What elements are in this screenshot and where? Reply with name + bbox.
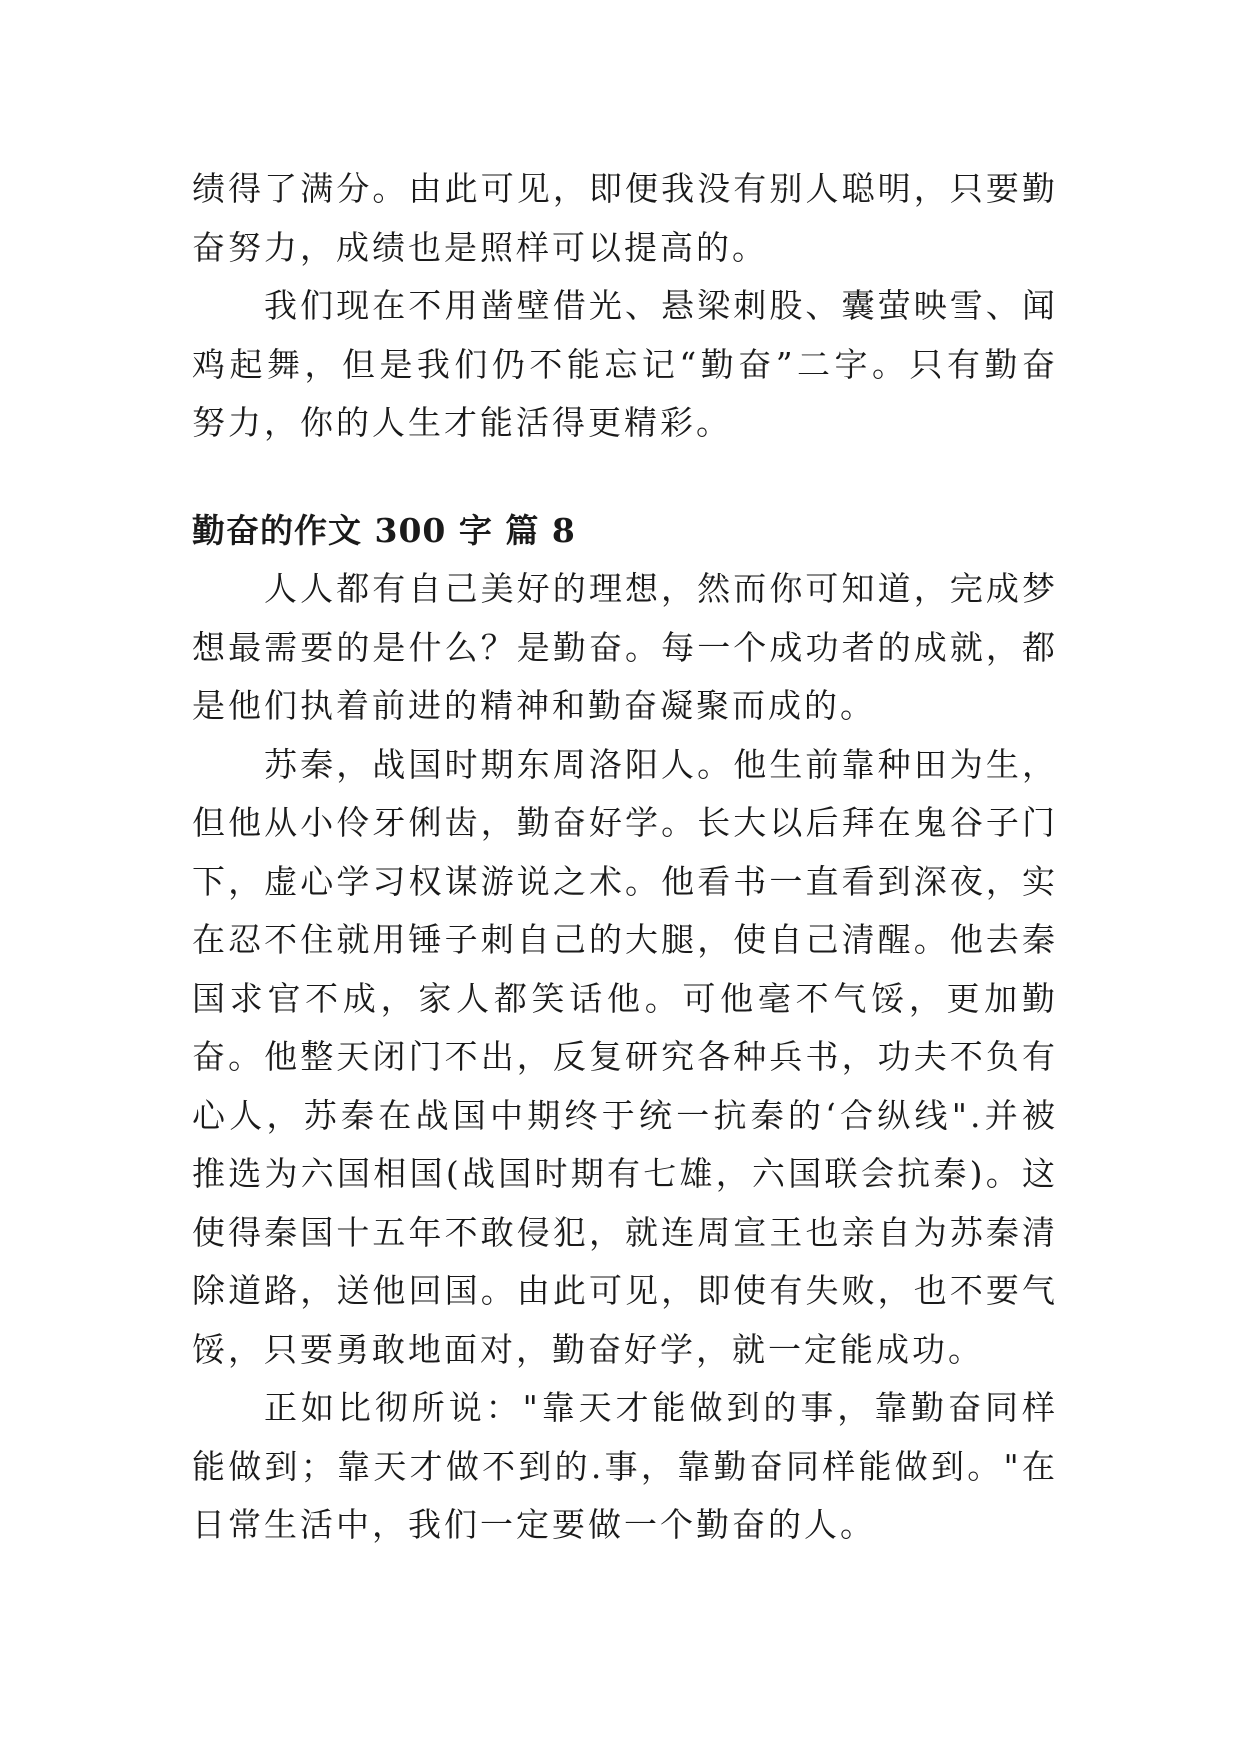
paragraph-closing: 正如比彻所说："靠天才能做到的事，靠勤奋同样能做到；靠天才做不到的.事，靠勤奋同样能做到。"在日常生活中，我们一定要做一个勤奋的人。 [192, 1388, 1058, 1544]
paragraph-conclusion: 我们现在不用凿壁借光、悬梁刺股、囊萤映雪、闻鸡起舞，但是我们仍不能忘记“勤奋”二字。只有勤奋努力，你的人生才能活得更精彩。 [192, 286, 1058, 442]
paragraph-intro: 人人都有自己美好的理想，然而你可知道，完成梦想最需要的是什么？是勤奋。每一个成功者的成就，都是他们执着前进的精神和勤奋凝聚而成的。 [192, 569, 1058, 725]
section-heading: 勤奋的作文 300 字 篇 8 [192, 510, 576, 550]
paragraph-story: 苏秦，战国时期东周洛阳人。他生前靠种田为生，但他从小伶牙俐齿，勤奋好学。长大以后拜在鬼谷子门下，虚心学习权谋游说之术。他看书一直看到深夜，实在忍不住就用锤子刺自己的大腿，使自己清醒。他去秦国求官不成，家人都笑话他。可他毫不气馁，更加勤奋。他整天闭门不出，反复研究各种兵书，功夫不负有心人，苏秦在战国中期终于统一抗秦的‘合纵线".并被推选为六国相国(战国时期有七雄，六国联会抗秦)。这使得秦国十五年不敢侵犯，就连周宣王也亲自为苏秦清除道路，送他回国。由此可见，即使有失败，也不要气馁，只要勇敢地面对，勤奋好学，就一定能成功。 [192, 744, 1058, 1369]
document-page [192, 160, 1058, 1555]
paragraph-continuation: 绩得了满分。由此可见，即便我没有别人聪明，只要勤奋努力，成绩也是照样可以提高的。 [192, 169, 1058, 267]
